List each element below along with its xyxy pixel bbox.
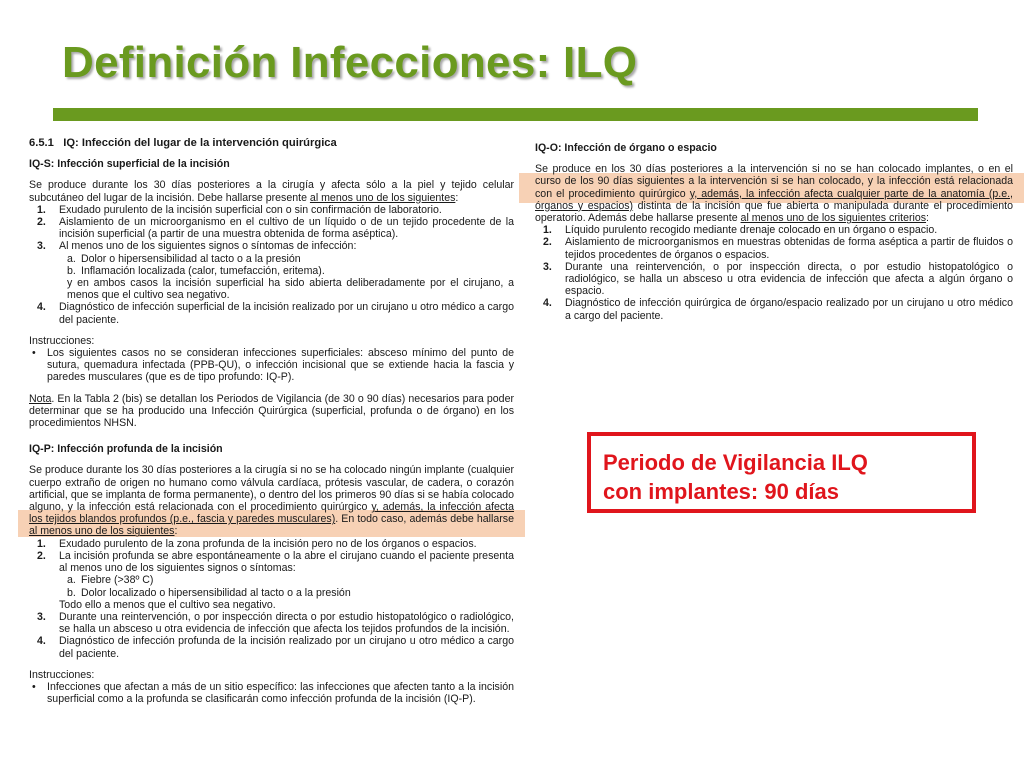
list-item: • Los siguientes casos no se consideran infecciones superficiales: absceso mínimo del punto de sutura, quemadura infectada (PPB-QU), o infección incisional que se extiende hacia la fascia y paredes musculares (que es de tipo profundo: IQ-P).	[32, 347, 514, 384]
iqs-note: Nota. En la Tabla 2 (bis) se detallan los Periodos de Vigilancia (de 30 o 90 días) necesarios para poder determinar que se ha producido una Infección Quirúrgica (superficial, profunda o de órgano) en los procedimientos NHSN.	[29, 392, 514, 430]
iqs-instructions-list	[29, 347, 514, 384]
list-item: 3. Al menos uno de los siguientes signos o síntomas de infección: a. Dolor o hipersensibilidad al tacto o a la presión b. Inflamación localizada (calor, tumefacción, eritema). y en ambos casos la incisión superficial ha sido abierta deliberadamente por el cirujano, a menos que el cultivo sea negativo.	[37, 240, 514, 302]
list-item: 2. Aislamiento de un microorganismo en el cultivo de un líquido o de un tejido procedente de la incisión superficial (a partir de una muestra obtenida de forma aséptica).	[37, 216, 514, 241]
iqp-signs-sublist	[59, 574, 514, 598]
section-title: IQ: Infección del lugar de la intervención quirúrgica	[63, 137, 337, 149]
iqo-intro: Se produce en los 30 días posteriores a la intervención si no se han colocado implantes, o en el curso de los 90 días siguientes a la intervención si se han colocado, y la infección está relacionada con el procedimiento quirúrgico y, además, la infección afecta cualquier parte de la anatomía (p.e., órganos y espacios) distinta de la incisión que fue abierta o manipulada durante el procedimiento operatorio. Además debe hallarse presente al menos uno de los siguientes criterios:	[535, 163, 1013, 225]
list-item: b. Dolor localizado o hipersensibilidad al tacto o a la presión	[67, 586, 351, 599]
list-item: 2. La incisión profunda se abre espontáneamente o la abre el cirujano cuando el paciente presenta al menos uno de los siguientes signos o síntomas: a. Fiebre (>38º C) b. Dolor localizado o hipersensibilidad al tacto o a la presión Todo ello a menos que el cultivo sea negativo.	[37, 549, 514, 611]
iqp-criteria-list	[29, 538, 514, 660]
list-item: 4. Diagnóstico de infección quirúrgica de órgano/espacio realizado por un cirujano u otro médico a cargo del paciente.	[543, 297, 1013, 322]
iqo-criteria-list	[535, 224, 1013, 322]
document-left-column	[29, 137, 514, 705]
iqs-sub-note: y en ambos casos la incisión superficial ha sido abierta deliberadamente por el cirujano, a menos que el cultivo sea negativo.	[67, 277, 514, 302]
list-item: 3. Durante una reintervención, o por inspección directa o por estudio histopatológico o radiológico, se halla un absceso u otra evidencia de infección que afecta los tejidos profundos de la incisión.	[37, 610, 514, 636]
list-item: 3. Durante una reintervención, o por inspección directa, o por estudio histopatológico o radiológico, se halla un absceso u otra evidencia de infección que afecta a algún órgano o espacio.	[543, 260, 1013, 298]
iqp-instructions-list	[29, 681, 514, 705]
iqs-intro: Se produce durante los 30 días posteriores a la cirugía y afecta sólo a la piel y tejido celular subcutáneo del lugar de la incisión. Debe hallarse presente al menos uno de los siguientes:	[29, 179, 514, 204]
iqo-heading: IQ-O: Infección de órgano o espacio	[535, 142, 717, 154]
list-item: 1. Exudado purulento de la incisión superficial con o sin confirmación de laboratorio.	[37, 203, 442, 216]
iqp-heading: IQ-P: Infección profunda de la incisión	[29, 443, 223, 456]
iqp-instructions-label: Instrucciones:	[29, 668, 95, 681]
section-number: 6.5.1	[29, 137, 54, 149]
document-right-column	[535, 142, 1013, 322]
surveillance-period-callout	[587, 432, 976, 513]
iqs-signs-sublist	[59, 253, 514, 277]
title-underline-bar	[53, 108, 978, 121]
callout-line-1: Periodo de Vigilancia ILQ	[603, 450, 868, 475]
section-heading	[29, 137, 514, 149]
callout-text	[603, 448, 868, 506]
iqp-sub-note: Todo ello a menos que el cultivo sea negativo.	[59, 598, 276, 611]
callout-line-2: con implantes: 90 días	[603, 479, 839, 504]
iqs-instructions-label: Instrucciones:	[29, 334, 95, 347]
slide-title: Definición Infecciones: ILQ	[62, 38, 638, 87]
iqs-heading: IQ-S: Infección superficial de la incisión	[29, 158, 230, 171]
iqp-intro: Se produce durante los 30 días posteriores a la cirugía si no se ha colocado ningún implante (cualquier cuerpo extraño de origen no humano como válvula cardíaca, prótesis vascular, de cadera, o corazón artificial, que se implanta de forma permanente), o dentro del los primeros 90 días si se había colocado alguno, y la infección está relacionada con el procedimiento quirúrgico y, además, la infección afecta los tejidos blandos profundos (p.e., fascia y paredes musculares). En todo caso, además debe hallarse al menos uno de los siguientes:	[29, 464, 514, 538]
list-item: • Infecciones que afectan a más de un sitio específico: las infecciones que afecten tanto a la incisión superficial como a la profunda se clasificarán como infección profunda de la incisión (IQ-P).	[32, 680, 514, 706]
list-item: a. Dolor o hipersensibilidad al tacto o a la presión	[67, 252, 301, 265]
iqs-criteria-list	[29, 204, 514, 326]
list-item: 4. Diagnóstico de infección superficial de la incisión realizado por un cirujano u otro médico a cargo del paciente.	[37, 301, 514, 326]
list-item: a. Fiebre (>38º C)	[67, 574, 154, 587]
list-item: 1. Líquido purulento recogido mediante drenaje colocado en un órgano o espacio.	[543, 224, 938, 237]
list-item: b. Inflamación localizada (calor, tumefacción, eritema).	[67, 264, 325, 277]
list-item: 4. Diagnóstico de infección profunda de la incisión realizado por un cirujano u otro médico a cargo del paciente.	[37, 635, 514, 660]
list-item: 1. Exudado purulento de la zona profunda de la incisión pero no de los órganos o espacios.	[37, 537, 477, 550]
list-item: 2. Aislamiento de microorganismos en muestras obtenidas de forma aséptica a partir de fluidos o tejidos procedentes de órganos o espacios.	[543, 236, 1013, 261]
